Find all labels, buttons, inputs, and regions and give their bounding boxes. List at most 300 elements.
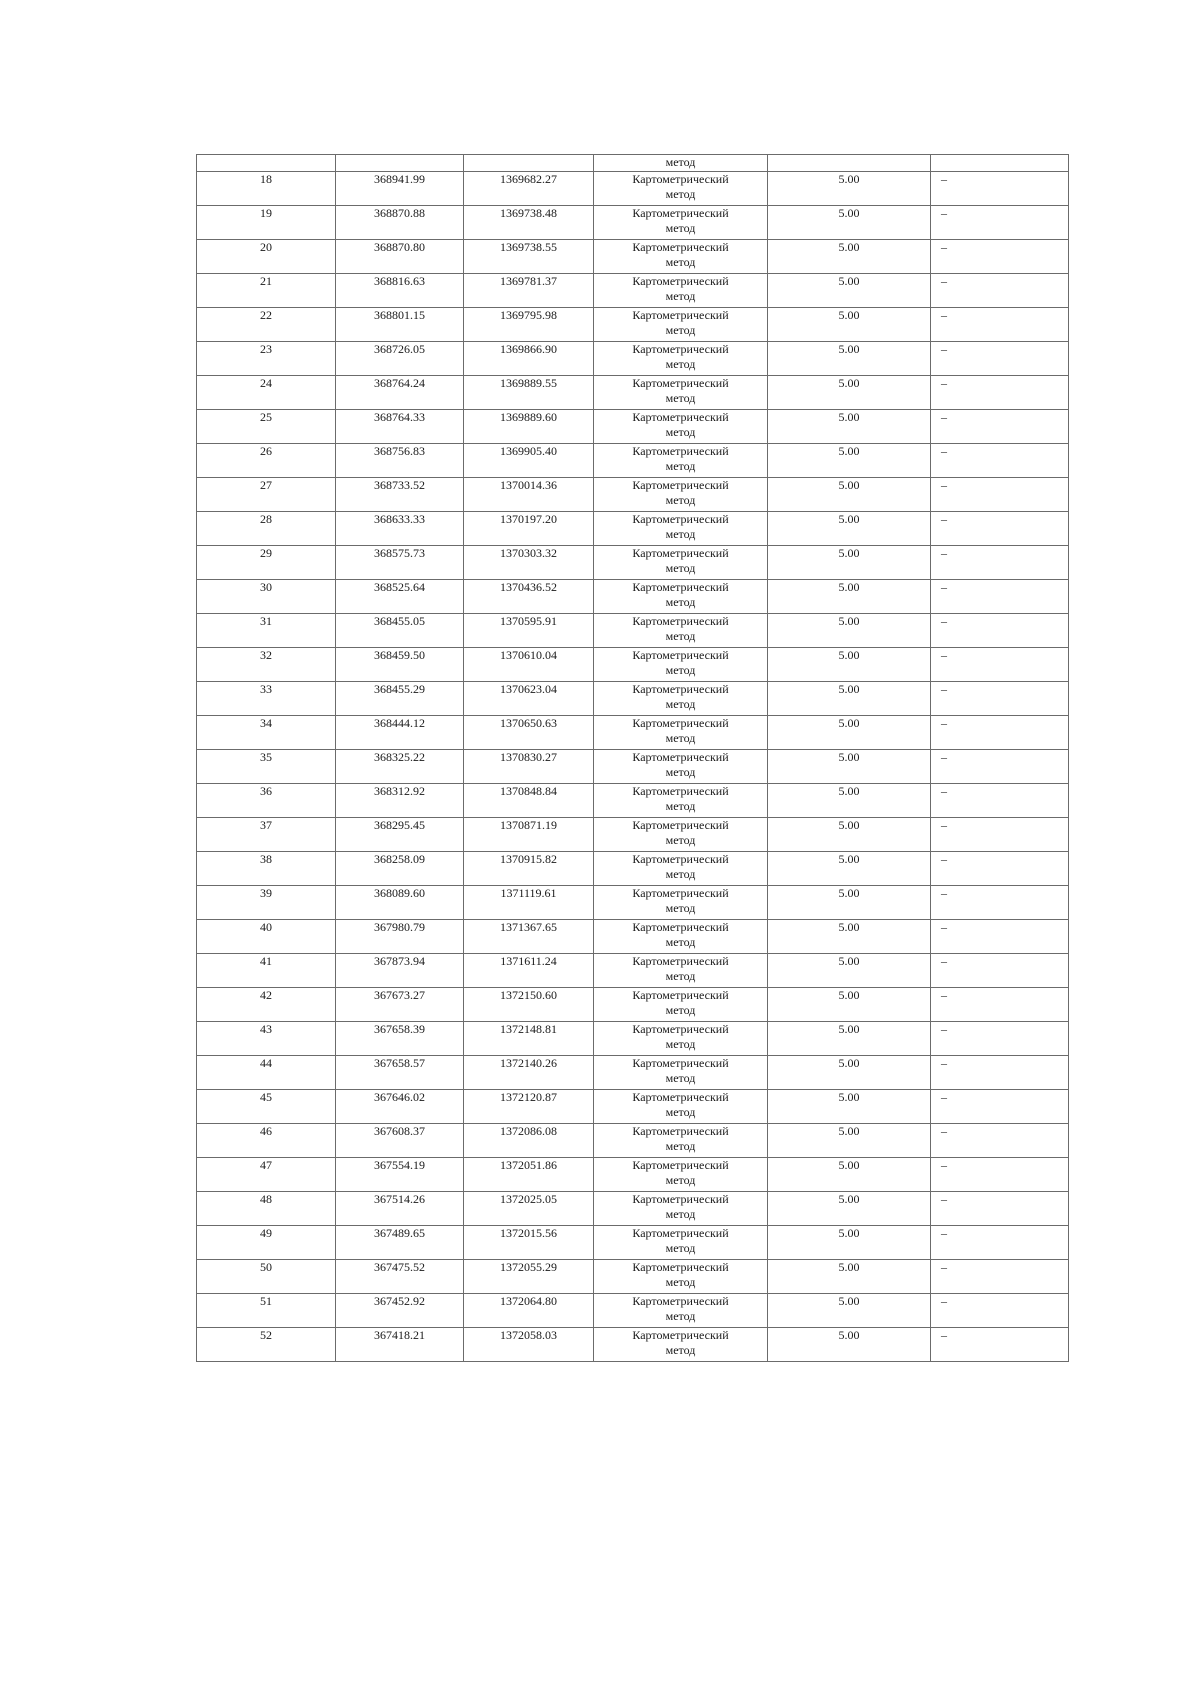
method-text-line1: Картометрический xyxy=(632,376,729,390)
coordinate-x: 368089.60 xyxy=(374,886,425,900)
point-number: 45 xyxy=(260,1090,272,1104)
method-text-line1: Картометрический xyxy=(632,444,729,458)
accuracy-value: 5.00 xyxy=(838,1226,860,1240)
cell-note xyxy=(931,648,1069,682)
coordinate-x: 367873.94 xyxy=(374,954,425,968)
cell-x xyxy=(336,988,464,1022)
accuracy-value: 5.00 xyxy=(838,954,860,968)
cell-x xyxy=(336,580,464,614)
note-dash: – xyxy=(941,376,947,390)
note-dash: – xyxy=(941,1056,947,1070)
cell-y xyxy=(464,444,594,478)
accuracy-value: 5.00 xyxy=(838,342,860,356)
coordinate-x: 368870.88 xyxy=(374,206,425,220)
cell-y xyxy=(464,342,594,376)
coordinate-y: 1369905.40 xyxy=(500,444,557,458)
cell-method xyxy=(594,614,768,648)
cell-y xyxy=(464,1226,594,1260)
accuracy-value: 5.00 xyxy=(838,716,860,730)
cell-accuracy xyxy=(768,988,931,1022)
cell-y xyxy=(464,308,594,342)
coordinate-y: 1369889.55 xyxy=(500,376,557,390)
cell-accuracy xyxy=(768,784,931,818)
cell-note xyxy=(931,580,1069,614)
cell-method xyxy=(594,784,768,818)
cell-y xyxy=(464,512,594,546)
cell-point-number xyxy=(197,716,336,750)
cell-note xyxy=(931,886,1069,920)
coordinate-y: 1370871.19 xyxy=(500,818,557,832)
cell-accuracy xyxy=(768,750,931,784)
note-dash: – xyxy=(941,1260,947,1274)
cell-note xyxy=(931,1192,1069,1226)
cell-accuracy xyxy=(768,1056,931,1090)
cell-method xyxy=(594,1022,768,1056)
cell-note xyxy=(931,852,1069,886)
method-text-line2: метод xyxy=(665,1309,696,1323)
coordinate-x: 368325.22 xyxy=(374,750,425,764)
cell-note xyxy=(931,1294,1069,1328)
cell-y xyxy=(464,172,594,206)
point-number: 41 xyxy=(260,954,272,968)
method-text-line1: Картометрический xyxy=(632,1022,729,1036)
coordinate-x: 367475.52 xyxy=(374,1260,425,1274)
cell-method xyxy=(594,1294,768,1328)
coordinate-y: 1369738.48 xyxy=(500,206,557,220)
cell-point-number xyxy=(197,682,336,716)
coordinate-y: 1370610.04 xyxy=(500,648,557,662)
coordinate-y: 1370595.91 xyxy=(500,614,557,628)
cell-x xyxy=(336,376,464,410)
point-number: 27 xyxy=(260,478,272,492)
accuracy-value: 5.00 xyxy=(838,308,860,322)
cell-x xyxy=(336,512,464,546)
cell-x xyxy=(336,1022,464,1056)
cell-point-number xyxy=(197,1260,336,1294)
cell-x xyxy=(336,954,464,988)
table-row xyxy=(197,580,1069,614)
accuracy-value: 5.00 xyxy=(838,682,860,696)
cell-method xyxy=(594,1226,768,1260)
note-dash: – xyxy=(941,1192,947,1206)
coordinate-x: 368733.52 xyxy=(374,478,425,492)
coordinate-y: 1369889.60 xyxy=(500,410,557,424)
point-number: 21 xyxy=(260,274,272,288)
note-dash: – xyxy=(941,954,947,968)
table-row xyxy=(197,1328,1069,1362)
cell-method xyxy=(594,1056,768,1090)
cell-accuracy xyxy=(768,1022,931,1056)
cell-note xyxy=(931,716,1069,750)
cell-note xyxy=(931,750,1069,784)
cell-x xyxy=(336,240,464,274)
cell-method xyxy=(594,1090,768,1124)
cell-point-number xyxy=(197,1158,336,1192)
cell-y xyxy=(464,376,594,410)
accuracy-value: 5.00 xyxy=(838,886,860,900)
cell-note xyxy=(931,172,1069,206)
note-dash: – xyxy=(941,784,947,798)
accuracy-value: 5.00 xyxy=(838,1260,860,1274)
method-text-line2: метод xyxy=(665,187,696,201)
coordinate-y: 1370436.52 xyxy=(500,580,557,594)
cell-method xyxy=(594,1124,768,1158)
cell-x xyxy=(336,614,464,648)
table-row xyxy=(197,716,1069,750)
cell-y xyxy=(464,1294,594,1328)
cell-accuracy xyxy=(768,1090,931,1124)
point-number: 29 xyxy=(260,546,272,560)
table-row xyxy=(197,920,1069,954)
method-text-line2: метод xyxy=(665,1275,696,1289)
point-number: 32 xyxy=(260,648,272,662)
cell-point-number xyxy=(197,155,336,172)
method-text-line2: метод xyxy=(665,1003,696,1017)
cell-note xyxy=(931,1328,1069,1362)
accuracy-value: 5.00 xyxy=(838,410,860,424)
accuracy-value: 5.00 xyxy=(838,546,860,560)
method-text-line2: метод xyxy=(665,289,696,303)
point-number: 47 xyxy=(260,1158,272,1172)
cell-x xyxy=(336,172,464,206)
method-text-line1: Картометрический xyxy=(632,716,729,730)
method-text-line2: метод xyxy=(665,731,696,745)
cell-note xyxy=(931,954,1069,988)
cell-x xyxy=(336,410,464,444)
cell-x xyxy=(336,342,464,376)
cell-y xyxy=(464,240,594,274)
method-text-line1: Картометрический xyxy=(632,1328,729,1342)
cell-note xyxy=(931,614,1069,648)
cell-point-number xyxy=(197,240,336,274)
note-dash: – xyxy=(941,1328,947,1342)
accuracy-value: 5.00 xyxy=(838,784,860,798)
cell-method xyxy=(594,512,768,546)
cell-point-number xyxy=(197,1056,336,1090)
cell-y xyxy=(464,682,594,716)
cell-y xyxy=(464,954,594,988)
method-text-line1: Картометрический xyxy=(632,1226,729,1240)
coordinate-y: 1370830.27 xyxy=(500,750,557,764)
cell-point-number xyxy=(197,342,336,376)
cell-x xyxy=(336,274,464,308)
cell-point-number xyxy=(197,206,336,240)
point-number: 44 xyxy=(260,1056,272,1070)
point-number: 39 xyxy=(260,886,272,900)
method-text-line1: Картометрический xyxy=(632,648,729,662)
point-number: 38 xyxy=(260,852,272,866)
coordinate-x: 367418.21 xyxy=(374,1328,425,1342)
point-number: 24 xyxy=(260,376,272,390)
table-row xyxy=(197,546,1069,580)
cell-x xyxy=(336,1328,464,1362)
table-row xyxy=(197,784,1069,818)
coordinate-y: 1370650.63 xyxy=(500,716,557,730)
coordinate-y: 1369795.98 xyxy=(500,308,557,322)
cell-y xyxy=(464,155,594,172)
cell-x xyxy=(336,308,464,342)
accuracy-value: 5.00 xyxy=(838,852,860,866)
method-text-line1: Картометрический xyxy=(632,172,729,186)
method-text-line1: Картометрический xyxy=(632,1124,729,1138)
method-text-line1: Картометрический xyxy=(632,1260,729,1274)
note-dash: – xyxy=(941,410,947,424)
coordinate-x: 367608.37 xyxy=(374,1124,425,1138)
accuracy-value: 5.00 xyxy=(838,580,860,594)
accuracy-value: 5.00 xyxy=(838,240,860,254)
table-row xyxy=(197,614,1069,648)
cell-method xyxy=(594,580,768,614)
coordinate-x: 367658.57 xyxy=(374,1056,425,1070)
cell-method xyxy=(594,920,768,954)
point-number: 18 xyxy=(260,172,272,186)
cell-method xyxy=(594,342,768,376)
point-number: 26 xyxy=(260,444,272,458)
cell-point-number xyxy=(197,478,336,512)
coordinate-x: 368455.05 xyxy=(374,614,425,628)
method-text-line1: Картометрический xyxy=(632,512,729,526)
coordinate-x: 367980.79 xyxy=(374,920,425,934)
accuracy-value: 5.00 xyxy=(838,1328,860,1342)
note-dash: – xyxy=(941,1294,947,1308)
table-row xyxy=(197,818,1069,852)
cell-method xyxy=(594,308,768,342)
method-text-line1: Картометрический xyxy=(632,1158,729,1172)
cell-point-number xyxy=(197,410,336,444)
cell-y xyxy=(464,614,594,648)
cell-point-number xyxy=(197,1090,336,1124)
table-row xyxy=(197,1090,1069,1124)
coordinate-y: 1370014.36 xyxy=(500,478,557,492)
table-row-continuation xyxy=(197,155,1069,172)
cell-y xyxy=(464,1328,594,1362)
cell-method xyxy=(594,818,768,852)
cell-note xyxy=(931,988,1069,1022)
cell-method xyxy=(594,648,768,682)
accuracy-value: 5.00 xyxy=(838,512,860,526)
cell-note xyxy=(931,1124,1069,1158)
accuracy-value: 5.00 xyxy=(838,818,860,832)
cell-accuracy xyxy=(768,1328,931,1362)
method-text-line2: метод xyxy=(665,969,696,983)
table-row xyxy=(197,206,1069,240)
coordinates-table-body xyxy=(197,155,1069,1362)
point-number: 46 xyxy=(260,1124,272,1138)
method-text-line2: метод xyxy=(665,1071,696,1085)
table-row xyxy=(197,376,1069,410)
accuracy-value: 5.00 xyxy=(838,614,860,628)
cell-method xyxy=(594,750,768,784)
coordinate-x: 368633.33 xyxy=(374,512,425,526)
method-text-line2: метод xyxy=(665,867,696,881)
table-row xyxy=(197,682,1069,716)
table-row xyxy=(197,1022,1069,1056)
method-text-line1: Картометрический xyxy=(632,240,729,254)
method-text-line1: Картометрический xyxy=(632,682,729,696)
point-number: 48 xyxy=(260,1192,272,1206)
coordinate-y: 1372064.80 xyxy=(500,1294,557,1308)
cell-note xyxy=(931,682,1069,716)
cell-y xyxy=(464,886,594,920)
coordinate-x: 368525.64 xyxy=(374,580,425,594)
cell-point-number xyxy=(197,1328,336,1362)
cell-note xyxy=(931,1260,1069,1294)
point-number: 43 xyxy=(260,1022,272,1036)
cell-point-number xyxy=(197,580,336,614)
cell-note xyxy=(931,274,1069,308)
cell-method xyxy=(594,1328,768,1362)
coordinate-x: 368764.24 xyxy=(374,376,425,390)
method-text-line2: метод xyxy=(665,1207,696,1221)
method-text-line1: Картометрический xyxy=(632,954,729,968)
cell-point-number xyxy=(197,1294,336,1328)
table-row xyxy=(197,478,1069,512)
cell-accuracy xyxy=(768,682,931,716)
cell-accuracy xyxy=(768,444,931,478)
table-row xyxy=(197,1192,1069,1226)
cell-point-number xyxy=(197,648,336,682)
method-text-line1: Картометрический xyxy=(632,580,729,594)
cell-note xyxy=(931,1022,1069,1056)
coordinate-y: 1371119.61 xyxy=(500,886,557,900)
cell-x xyxy=(336,206,464,240)
note-dash: – xyxy=(941,716,947,730)
cell-note xyxy=(931,1158,1069,1192)
method-text-line2: метод xyxy=(665,799,696,813)
method-text-line2: метод xyxy=(665,1037,696,1051)
cell-y xyxy=(464,1056,594,1090)
cell-x xyxy=(336,1226,464,1260)
cell-accuracy xyxy=(768,172,931,206)
method-text-line1: Картометрический xyxy=(632,750,729,764)
cell-accuracy xyxy=(768,920,931,954)
cell-accuracy xyxy=(768,155,931,172)
accuracy-value: 5.00 xyxy=(838,206,860,220)
method-text-line2: метод xyxy=(665,323,696,337)
table-row xyxy=(197,954,1069,988)
table-row xyxy=(197,1158,1069,1192)
cell-y xyxy=(464,648,594,682)
accuracy-value: 5.00 xyxy=(838,1192,860,1206)
cell-point-number xyxy=(197,1226,336,1260)
method-text-line2: метод xyxy=(665,425,696,439)
note-dash: – xyxy=(941,750,947,764)
cell-accuracy xyxy=(768,308,931,342)
method-text-line1: Картометрический xyxy=(632,410,729,424)
cell-note xyxy=(931,1090,1069,1124)
table-row xyxy=(197,240,1069,274)
accuracy-value: 5.00 xyxy=(838,1294,860,1308)
accuracy-value: 5.00 xyxy=(838,376,860,390)
cell-accuracy xyxy=(768,1260,931,1294)
method-text-line2: метод xyxy=(665,1105,696,1119)
accuracy-value: 5.00 xyxy=(838,1124,860,1138)
method-text-tail: метод xyxy=(665,155,696,169)
cell-method xyxy=(594,410,768,444)
method-text-line1: Картометрический xyxy=(632,1192,729,1206)
coordinate-y: 1372148.81 xyxy=(500,1022,557,1036)
cell-accuracy xyxy=(768,206,931,240)
cell-note xyxy=(931,478,1069,512)
cell-x xyxy=(336,784,464,818)
cell-x xyxy=(336,1158,464,1192)
note-dash: – xyxy=(941,240,947,254)
coordinate-y: 1372058.03 xyxy=(500,1328,557,1342)
coordinate-y: 1372150.60 xyxy=(500,988,557,1002)
table-row xyxy=(197,410,1069,444)
method-text-line1: Картометрический xyxy=(632,784,729,798)
table-row xyxy=(197,750,1069,784)
coordinate-x: 367514.26 xyxy=(374,1192,425,1206)
accuracy-value: 5.00 xyxy=(838,648,860,662)
cell-method xyxy=(594,376,768,410)
method-text-line1: Картометрический xyxy=(632,1056,729,1070)
method-text-line1: Картометрический xyxy=(632,274,729,288)
coordinate-x: 368756.83 xyxy=(374,444,425,458)
coordinate-x: 368816.63 xyxy=(374,274,425,288)
cell-point-number xyxy=(197,546,336,580)
cell-point-number xyxy=(197,512,336,546)
cell-note xyxy=(931,376,1069,410)
cell-method xyxy=(594,155,768,172)
note-dash: – xyxy=(941,580,947,594)
cell-accuracy xyxy=(768,954,931,988)
cell-note xyxy=(931,920,1069,954)
cell-x xyxy=(336,886,464,920)
cell-method xyxy=(594,478,768,512)
cell-y xyxy=(464,1158,594,1192)
method-text-line2: метод xyxy=(665,1139,696,1153)
cell-accuracy xyxy=(768,1226,931,1260)
cell-method xyxy=(594,206,768,240)
method-text-line2: метод xyxy=(665,1173,696,1187)
coordinate-x: 368312.92 xyxy=(374,784,425,798)
method-text-line2: метод xyxy=(665,459,696,473)
accuracy-value: 5.00 xyxy=(838,1056,860,1070)
method-text-line2: метод xyxy=(665,663,696,677)
point-number: 42 xyxy=(260,988,272,1002)
note-dash: – xyxy=(941,308,947,322)
table-row xyxy=(197,1260,1069,1294)
note-dash: – xyxy=(941,886,947,900)
cell-method xyxy=(594,886,768,920)
table-row xyxy=(197,512,1069,546)
method-text-line2: метод xyxy=(665,629,696,643)
cell-y xyxy=(464,750,594,784)
coordinate-x: 368455.29 xyxy=(374,682,425,696)
cell-method xyxy=(594,1158,768,1192)
table-row xyxy=(197,886,1069,920)
cell-y xyxy=(464,1090,594,1124)
cell-accuracy xyxy=(768,1294,931,1328)
method-text-line2: метод xyxy=(665,935,696,949)
cell-x xyxy=(336,1056,464,1090)
coordinate-y: 1370915.82 xyxy=(500,852,557,866)
coordinate-x: 368870.80 xyxy=(374,240,425,254)
cell-method xyxy=(594,444,768,478)
point-number: 19 xyxy=(260,206,272,220)
cell-accuracy xyxy=(768,410,931,444)
cell-note xyxy=(931,1056,1069,1090)
cell-point-number xyxy=(197,1022,336,1056)
coordinate-y: 1369682.27 xyxy=(500,172,557,186)
accuracy-value: 5.00 xyxy=(838,1090,860,1104)
cell-note xyxy=(931,342,1069,376)
table-row xyxy=(197,444,1069,478)
table-row xyxy=(197,1056,1069,1090)
cell-accuracy xyxy=(768,478,931,512)
cell-x xyxy=(336,716,464,750)
